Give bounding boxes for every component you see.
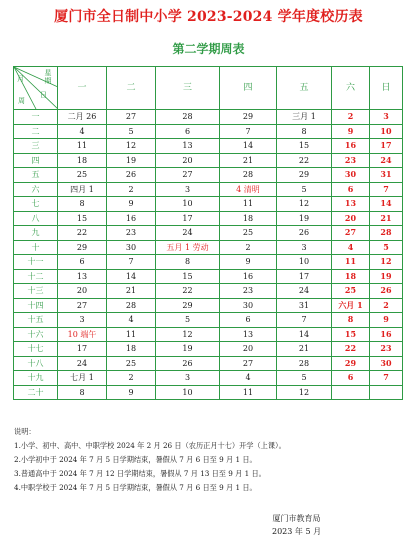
week-number-cell: 十五 [14,313,58,328]
date-cell: 8 [58,197,107,212]
date-cell: 3 [156,371,220,386]
corner-weekday-label: 星期 [44,69,52,85]
note-item: 2.小学初中于 2024 年 7 月 5 日学期结束，暑假从 7 月 6 日至 9 月 1 日。 [14,455,257,464]
date-cell: 27 [220,356,277,371]
week-number-cell: 十四 [14,298,58,313]
corner-week-label: 周 [18,97,25,105]
date-cell: 4 [220,371,277,386]
date-cell: 6 [58,255,107,270]
date-cell: 四月 1 [58,182,107,197]
header-day-sat: 六 [332,67,370,110]
date-cell: 15 [277,139,332,154]
week-row [14,168,403,183]
date-cell: 14 [107,269,156,284]
date-cell: 2 [220,240,277,255]
week-row [14,385,403,400]
date-cell: 26 [156,356,220,371]
corner-month-label: 月 [17,75,24,83]
week-row [14,226,403,241]
weekend-date-cell: 29 [332,356,370,371]
weekend-date-cell: 26 [370,284,403,299]
date-cell: 23 [107,226,156,241]
date-cell: 23 [220,284,277,299]
date-cell: 27 [107,110,156,125]
notes-section [14,425,409,495]
date-cell: 27 [156,168,220,183]
weekend-date-cell: 2 [370,298,403,313]
corner-day-label: 日 [40,91,47,99]
weekend-date-cell: 10 [370,124,403,139]
notes-heading: 说明： [14,427,36,436]
weekend-date-cell: 30 [370,356,403,371]
date-cell: 15 [58,211,107,226]
date-cell: 11 [220,385,277,400]
date-cell: 25 [58,168,107,183]
week-number-cell: 三 [14,139,58,154]
weekend-date-cell: 六月 1 [332,298,370,313]
header-corner-cell [14,67,58,110]
calendar-table [13,66,403,400]
date-cell: 3 [58,313,107,328]
header-day-tue: 二 [107,67,156,110]
weekend-date-cell: 20 [332,211,370,226]
date-cell: 22 [58,226,107,241]
date-cell: 30 [107,240,156,255]
date-cell: 6 [220,313,277,328]
header-day-mon: 一 [58,67,107,110]
week-number-cell: 九 [14,226,58,241]
date-cell: 21 [277,342,332,357]
date-cell: 16 [220,269,277,284]
weekend-date-cell [370,385,403,400]
week-row [14,211,403,226]
week-number-cell: 十九 [14,371,58,386]
date-cell: 8 [156,255,220,270]
week-row [14,124,403,139]
date-cell: 13 [220,327,277,342]
weekend-date-cell: 14 [370,197,403,212]
week-number-cell: 十七 [14,342,58,357]
week-number-cell: 十二 [14,269,58,284]
date-cell: 13 [156,139,220,154]
week-row [14,298,403,313]
date-cell: 2 [107,182,156,197]
date-cell: 七月 1 [58,371,107,386]
weekend-date-cell: 2 [332,110,370,125]
week-number-cell: 十 [14,240,58,255]
weekend-date-cell: 23 [370,342,403,357]
week-number-cell: 二 [14,124,58,139]
weekend-date-cell: 5 [370,240,403,255]
weekend-date-cell: 23 [332,153,370,168]
week-number-cell: 十三 [14,284,58,299]
date-cell: 5 [277,182,332,197]
header-day-thu: 四 [220,67,277,110]
date-cell: 14 [277,327,332,342]
date-cell: 3 [277,240,332,255]
date-cell: 14 [220,139,277,154]
date-cell: 5 [277,371,332,386]
weekend-date-cell: 8 [332,313,370,328]
date-cell: 三月 1 [277,110,332,125]
week-row [14,269,403,284]
week-row [14,110,403,125]
date-cell: 25 [220,226,277,241]
date-cell: 7 [277,313,332,328]
date-cell: 4 [58,124,107,139]
weekend-date-cell: 18 [332,269,370,284]
date-cell: 22 [277,153,332,168]
date-cell: 17 [58,342,107,357]
date-cell: 11 [220,197,277,212]
week-number-cell: 一 [14,110,58,125]
weekend-date-cell: 27 [332,226,370,241]
date-cell: 5 [156,313,220,328]
week-row [14,197,403,212]
date-cell: 22 [156,284,220,299]
date-cell: 10 [156,197,220,212]
header-day-fri: 五 [277,67,332,110]
date-cell: 19 [107,153,156,168]
date-cell: 10 [277,255,332,270]
weekend-date-cell: 31 [370,168,403,183]
weekend-date-cell: 16 [332,139,370,154]
date-cell: 29 [277,168,332,183]
week-row [14,356,403,371]
date-cell: 6 [156,124,220,139]
date-cell: 9 [220,255,277,270]
signature-block [272,512,321,538]
date-cell: 26 [107,168,156,183]
date-cell: 12 [156,327,220,342]
week-number-cell: 四 [14,153,58,168]
date-cell: 20 [156,153,220,168]
date-cell: 11 [107,327,156,342]
date-cell: 28 [156,110,220,125]
date-cell: 18 [107,342,156,357]
date-cell: 24 [58,356,107,371]
date-cell: 29 [58,240,107,255]
date-cell: 16 [107,211,156,226]
date-cell: 28 [220,168,277,183]
header-day-sun: 日 [370,67,403,110]
week-row [14,342,403,357]
date-cell: 5 [107,124,156,139]
weekend-date-cell: 3 [370,110,403,125]
date-cell: 二月 26 [58,110,107,125]
holiday-date-cell: 五月 1 劳动 [156,240,220,255]
weekend-date-cell: 6 [332,182,370,197]
date-cell: 7 [107,255,156,270]
date-cell: 9 [107,197,156,212]
date-cell: 13 [58,269,107,284]
page-title: 厦门市全日制中小学 2023-2024 学年度校历表 [54,9,363,25]
date-cell: 2 [107,371,156,386]
date-cell: 12 [107,139,156,154]
date-cell: 18 [58,153,107,168]
date-cell: 4 [107,313,156,328]
date-cell: 19 [156,342,220,357]
date-cell: 30 [220,298,277,313]
week-row [14,182,403,197]
week-row [14,139,403,154]
date-cell: 24 [277,284,332,299]
header-row [14,67,403,110]
weekend-date-cell: 7 [370,371,403,386]
weekend-date-cell: 6 [332,371,370,386]
note-item: 3.普通高中于 2024 年 7 月 12 日学期结束，暑假从 7 月 13 日至 9 月 1 日。 [14,469,266,478]
weekend-date-cell: 15 [332,327,370,342]
week-row [14,327,403,342]
week-number-cell: 十一 [14,255,58,270]
weekend-date-cell: 16 [370,327,403,342]
weekend-date-cell: 7 [370,182,403,197]
week-number-cell: 七 [14,197,58,212]
date-cell: 21 [107,284,156,299]
holiday-date-cell: 10 端午 [58,327,107,342]
weekend-date-cell: 24 [370,153,403,168]
date-cell: 7 [220,124,277,139]
week-row [14,153,403,168]
date-cell: 24 [156,226,220,241]
week-row [14,255,403,270]
week-row [14,240,403,255]
date-cell: 28 [107,298,156,313]
date-cell: 12 [277,385,332,400]
week-row [14,313,403,328]
date-cell: 31 [277,298,332,313]
date-cell: 11 [58,139,107,154]
note-item: 4.中职学校于 2024 年 7 月 5 日学期结束，暑假从 7 月 6 日至 9 月 1 日。 [14,483,257,492]
weekend-date-cell: 21 [370,211,403,226]
weekend-date-cell: 17 [370,139,403,154]
weekend-date-cell: 9 [332,124,370,139]
week-number-cell: 六 [14,182,58,197]
date-cell: 18 [220,211,277,226]
week-row [14,284,403,299]
weekend-date-cell: 19 [370,269,403,284]
date-cell: 8 [277,124,332,139]
week-number-cell: 十八 [14,356,58,371]
weekend-date-cell: 22 [332,342,370,357]
date-cell: 20 [220,342,277,357]
date-cell: 20 [58,284,107,299]
date-cell: 12 [277,197,332,212]
date-cell: 8 [58,385,107,400]
weekend-date-cell: 12 [370,255,403,270]
signature-date: 2023 年 5 月 [272,527,322,536]
date-cell: 3 [156,182,220,197]
header-day-wed: 三 [156,67,220,110]
date-cell: 27 [58,298,107,313]
weekend-date-cell [332,385,370,400]
week-row [14,371,403,386]
signature-org: 厦门市教育局 [272,514,321,523]
date-cell: 17 [277,269,332,284]
week-number-cell: 二十 [14,385,58,400]
date-cell: 29 [220,110,277,125]
date-cell: 17 [156,211,220,226]
week-number-cell: 十六 [14,327,58,342]
week-number-cell: 五 [14,168,58,183]
weekend-date-cell: 4 [332,240,370,255]
weekend-date-cell: 28 [370,226,403,241]
date-cell: 15 [156,269,220,284]
date-cell: 10 [156,385,220,400]
week-number-cell: 八 [14,211,58,226]
page-subtitle: 第二学期周表 [172,42,245,56]
weekend-date-cell: 30 [332,168,370,183]
date-cell: 21 [220,153,277,168]
weekend-date-cell: 13 [332,197,370,212]
date-cell: 19 [277,211,332,226]
date-cell: 26 [277,226,332,241]
date-cell: 28 [277,356,332,371]
weekend-date-cell: 25 [332,284,370,299]
date-cell: 29 [156,298,220,313]
holiday-date-cell: 4 清明 [220,182,277,197]
note-item: 1.小学、初中、高中、中职学校 2024 年 2 月 26 日（农历正月十七）开学（上课）。 [14,441,286,450]
date-cell: 25 [107,356,156,371]
weekend-date-cell: 9 [370,313,403,328]
weekend-date-cell: 11 [332,255,370,270]
date-cell: 9 [107,385,156,400]
